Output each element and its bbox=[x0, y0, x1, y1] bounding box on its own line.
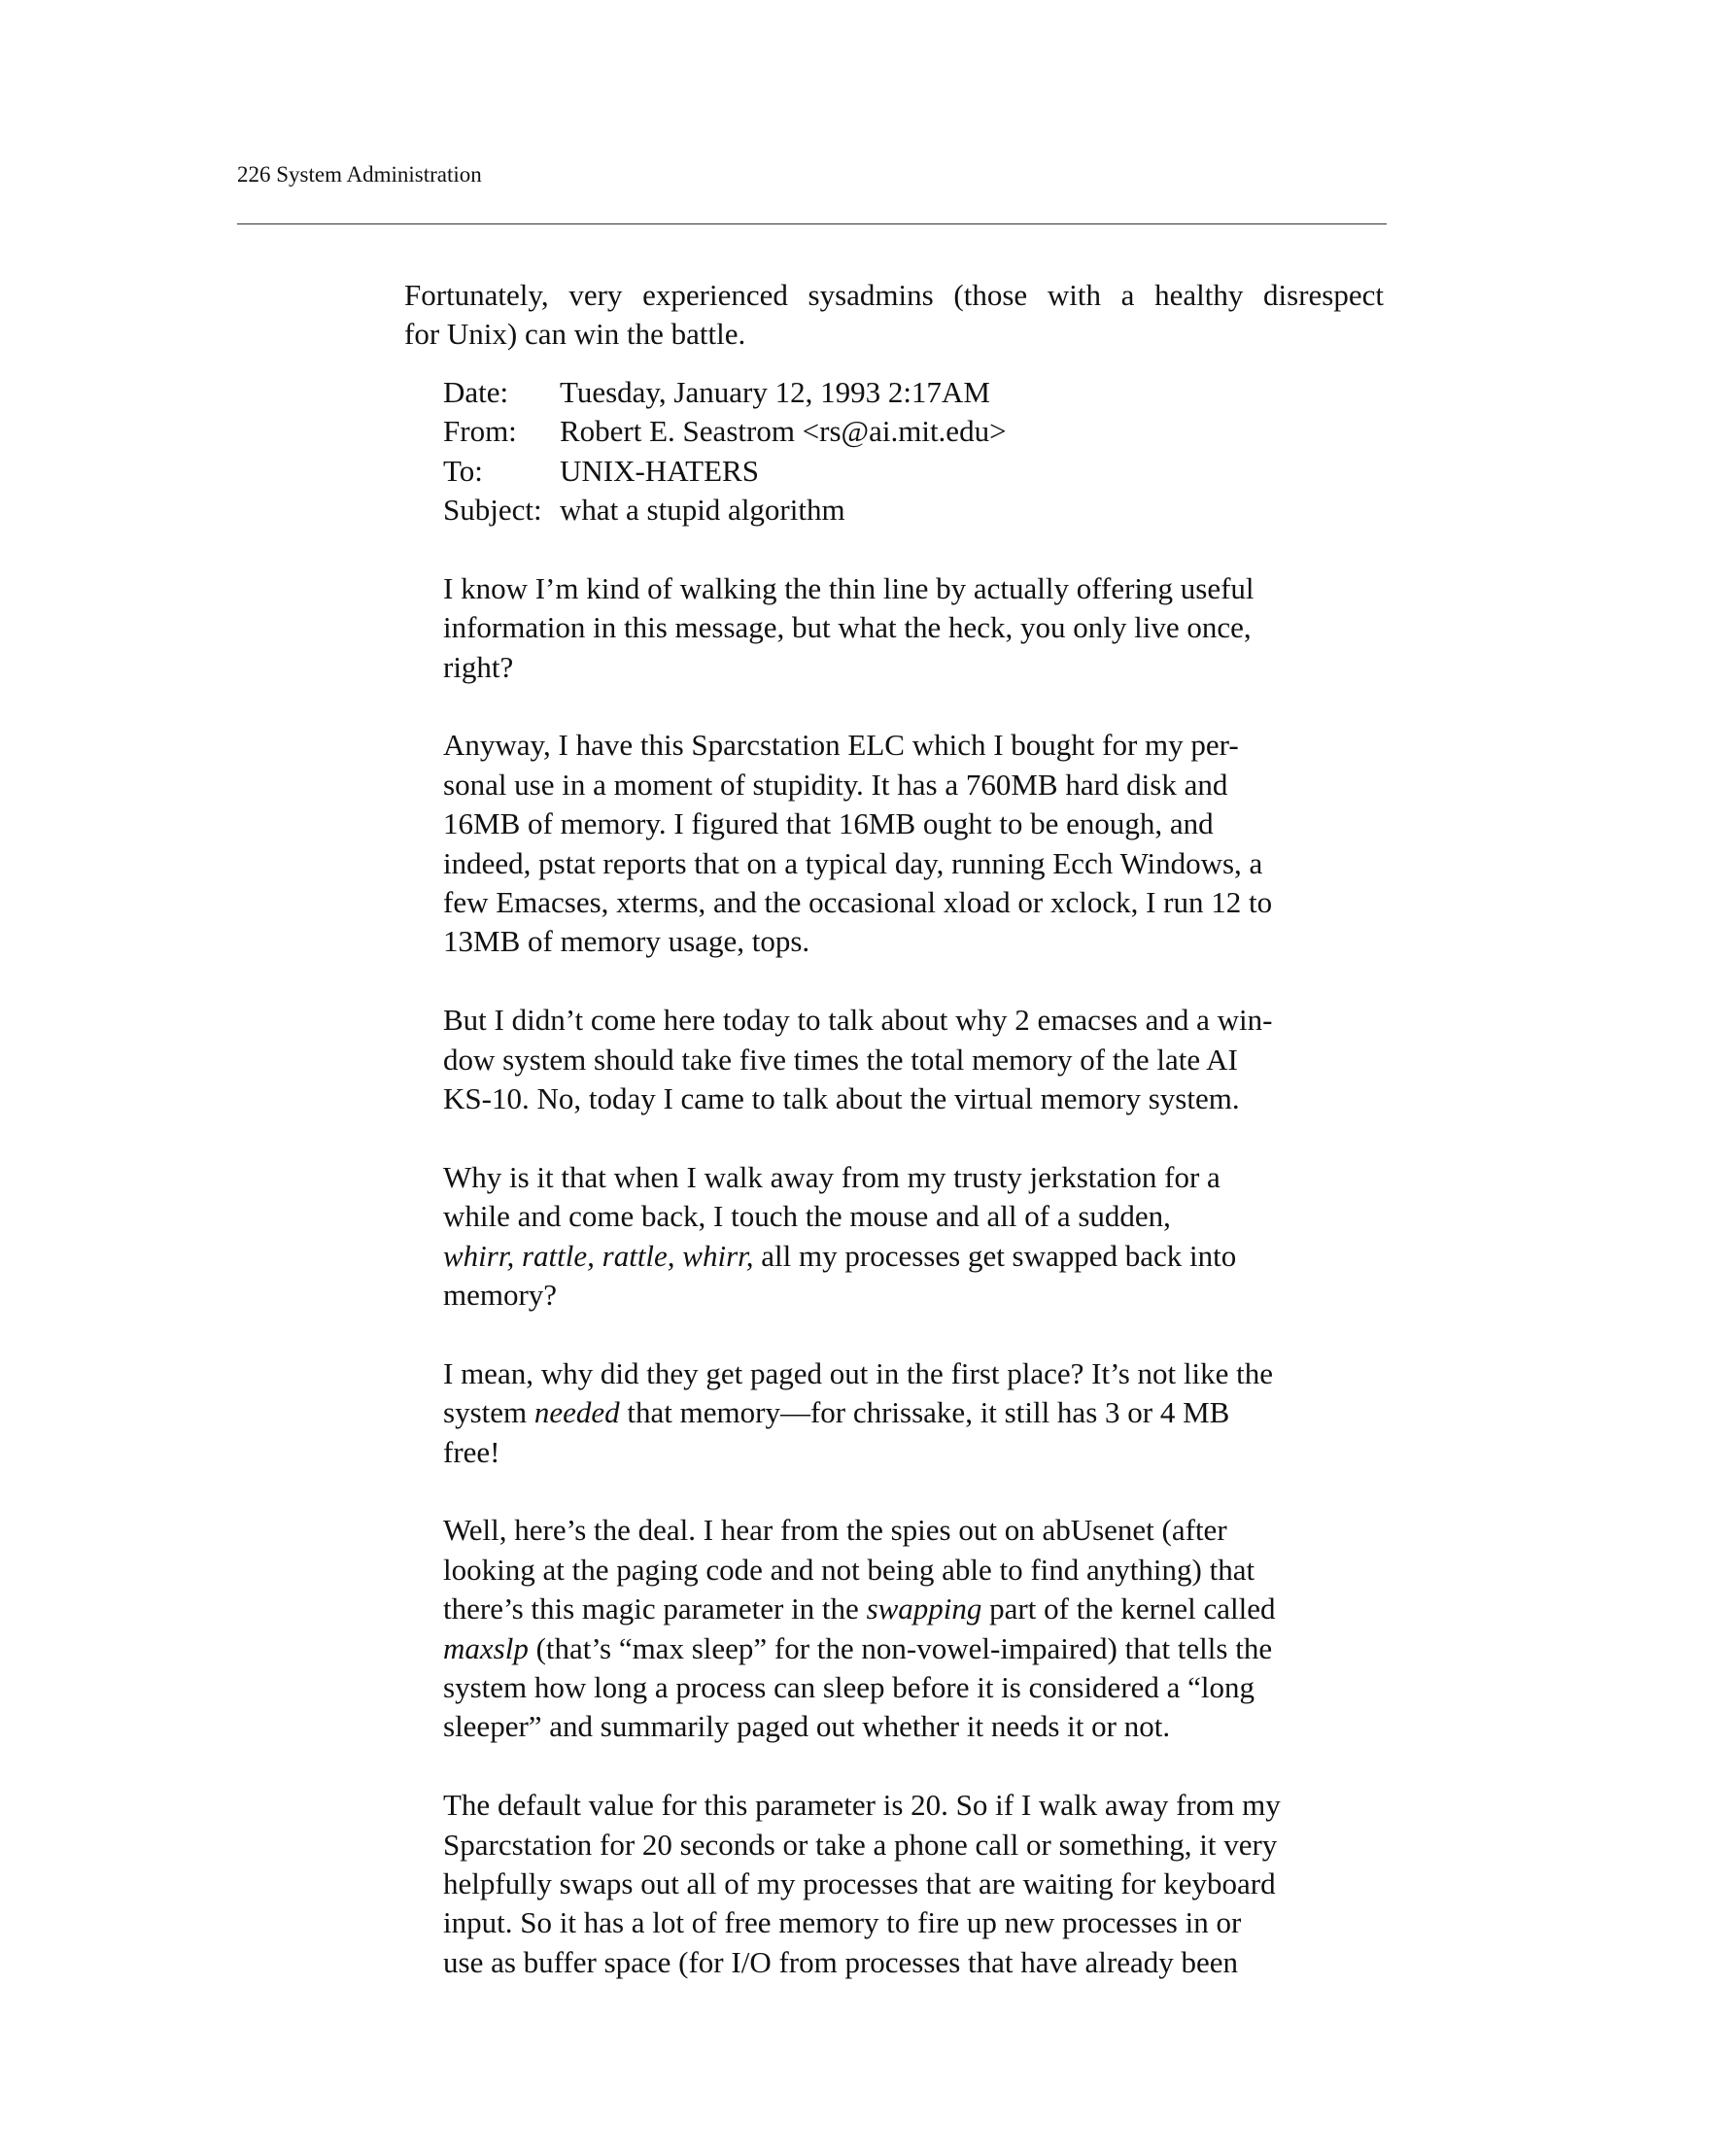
text-line: dow system should take five times the total memory of the late AI bbox=[443, 1042, 1238, 1077]
email-header-row bbox=[443, 373, 1384, 412]
email-paragraph bbox=[443, 1354, 1384, 1472]
text-line: 16MB of memory. I figured that 16MB ought to be enough, and bbox=[443, 806, 1214, 841]
text-line: system how long a process can sleep before it is considered a “long bbox=[443, 1670, 1255, 1705]
email-paragraph bbox=[443, 569, 1384, 687]
email-header-label: To: bbox=[443, 453, 483, 488]
text-line: memory? bbox=[443, 1278, 558, 1313]
email-header-label: From: bbox=[443, 414, 517, 449]
text-line: Anyway, I have this Sparcstation ELC which I bought for my per- bbox=[443, 728, 1239, 763]
text-line bbox=[443, 1237, 1384, 1276]
email-header-value: Robert E. Seastrom <rs@ai.mit.edu> bbox=[560, 414, 1007, 449]
text-line: right? bbox=[443, 649, 514, 684]
text-line: But I didn’t come here today to talk about why 2 emacses and a win- bbox=[443, 1003, 1273, 1038]
page-body bbox=[404, 276, 1384, 1982]
text-line: information in this message, but what the heck, you only live once, bbox=[443, 610, 1252, 645]
email-headers bbox=[443, 373, 1384, 530]
text-line: Sparcstation for 20 seconds or take a phone call or something, it very bbox=[443, 1827, 1278, 1862]
text-line: 13MB of memory usage, tops. bbox=[443, 924, 810, 959]
text-line: input. So it has a lot of free memory to fire up new processes in or bbox=[443, 1905, 1242, 1940]
email-header-value: Tuesday, January 12, 1993 2:17AM bbox=[560, 374, 990, 409]
text-line: KS-10. No, today I came to talk about the virtual memory system. bbox=[443, 1081, 1240, 1116]
text-line: looking at the paging code and not being able to find anything) that bbox=[443, 1552, 1255, 1587]
text-line: Why is it that when I walk away from my trusty jerkstation for a bbox=[443, 1159, 1220, 1194]
email-paragraph bbox=[443, 1786, 1384, 1982]
text-line bbox=[443, 1629, 1384, 1668]
email-header-row bbox=[443, 452, 1384, 491]
header-rule bbox=[237, 223, 1387, 224]
text-line: sleeper” and summarily paged out whether it needs it or not. bbox=[443, 1709, 1171, 1744]
email-header-value: what a stupid algorithm bbox=[560, 492, 845, 527]
email-paragraph bbox=[443, 1001, 1384, 1118]
text-line: The default value for this parameter is 20. So if I walk away from my bbox=[443, 1788, 1281, 1823]
text-line bbox=[443, 1393, 1384, 1432]
intro-paragraph bbox=[404, 276, 1384, 355]
text-line: Fortunately, very experienced sysadmins (those with a healthy disrespect bbox=[404, 278, 1384, 312]
text-segment: (that’s “max sleep” for the non-vowel-impaired) that tells the bbox=[528, 1630, 1273, 1665]
italic-text: whirr, rattle, rattle, whirr, bbox=[443, 1238, 754, 1273]
email-body bbox=[443, 569, 1384, 1983]
text-line: indeed, pstat reports that on a typical day, running Ecch Windows, a bbox=[443, 845, 1263, 880]
email-paragraph bbox=[443, 726, 1384, 961]
text-line: Well, here’s the deal. I hear from the spies out on abUsenet (after bbox=[443, 1513, 1227, 1548]
email-header-value: UNIX-HATERS bbox=[560, 453, 759, 488]
email-quote bbox=[443, 373, 1384, 1982]
text-line: for Unix) can win the battle. bbox=[404, 317, 746, 352]
email-header-label: Date: bbox=[443, 374, 509, 409]
email-header-row bbox=[443, 491, 1384, 530]
text-line: sonal use in a moment of stupidity. It has a 760MB hard disk and bbox=[443, 767, 1228, 802]
email-paragraph bbox=[443, 1158, 1384, 1316]
text-line: use as buffer space (for I/O from processes that have already been bbox=[443, 1944, 1238, 1979]
text-line: free! bbox=[443, 1434, 500, 1469]
text-line bbox=[443, 1590, 1384, 1628]
running-head: 226 System Administration bbox=[237, 162, 482, 187]
text-line: helpfully swaps out all of my processes that are waiting for keyboard bbox=[443, 1866, 1276, 1901]
text-line: I mean, why did they get paged out in the first place? It’s not like the bbox=[443, 1355, 1273, 1390]
email-header-label: Subject: bbox=[443, 492, 542, 527]
text-line: while and come back, I touch the mouse and all of a sudden, bbox=[443, 1199, 1171, 1234]
text-segment: there’s this magic parameter in the bbox=[443, 1591, 867, 1626]
text-line: I know I’m kind of walking the thin line by actually offering useful bbox=[443, 570, 1255, 605]
text-line: few Emacses, xterms, and the occasional xload or xclock, I run 12 to bbox=[443, 885, 1273, 919]
italic-text: needed bbox=[533, 1395, 620, 1430]
text-segment: system bbox=[443, 1395, 534, 1430]
text-segment: part of the kernel called bbox=[981, 1591, 1276, 1626]
email-header-row bbox=[443, 412, 1384, 451]
italic-text: swapping bbox=[866, 1591, 982, 1626]
text-segment: all my processes get swapped back into bbox=[753, 1238, 1237, 1273]
italic-text: maxslp bbox=[443, 1630, 529, 1665]
email-paragraph bbox=[443, 1511, 1384, 1746]
text-segment: that memory—for chrissake, it still has 3 or 4 MB bbox=[619, 1395, 1230, 1430]
